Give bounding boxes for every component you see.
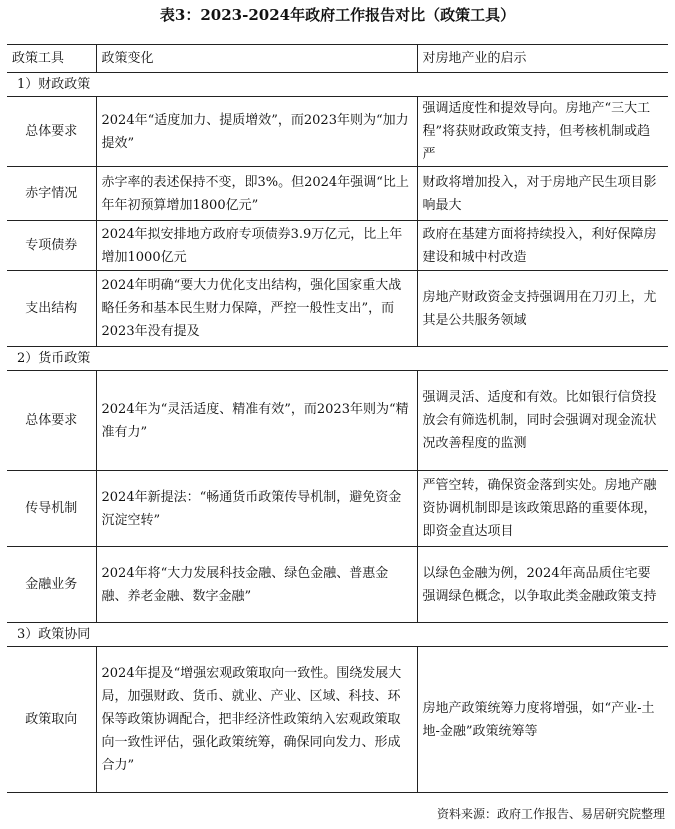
tool-cell: 总体要求: [7, 97, 96, 167]
insight-cell: 以绿色金融为例，2024年高品质住宅要强调绿色概念，以争取此类金融政策支持: [417, 547, 668, 623]
section-row-fiscal: [7, 73, 668, 97]
insight-cell: 强调灵活、适度和有效。比如银行信贷投放会有筛选机制，同时会强调对现金流状况改善程度的监测: [417, 371, 668, 471]
change-cell: 2024年拟安排地方政府专项债券3.9万亿元，比上年增加1000亿元: [96, 221, 417, 271]
change-cell: 2024年新提法：“畅通货币政策传导机制，避免资金沉淀空转”: [96, 471, 417, 547]
change-cell: 2024年将“大力发展科技金融、绿色金融、普惠金融、养老金融、数字金融”: [96, 547, 417, 623]
section-row-coordination: [7, 623, 668, 647]
header-change: 政策变化: [96, 45, 417, 73]
tool-cell: 赤字情况: [7, 167, 96, 221]
section-row-monetary: [7, 347, 668, 371]
table-row: [7, 547, 668, 623]
tool-cell: 总体要求: [7, 371, 96, 471]
table-row: [7, 471, 668, 547]
header-insight: 对房地产业的启示: [417, 45, 668, 73]
tool-cell: 支出结构: [7, 271, 96, 347]
change-cell: 赤字率的表述保持不变，即3%。但2024年强调“比上年年初预算增加1800亿元”: [96, 167, 417, 221]
change-cell: 2024年为“灵活适度、精准有效”，而2023年则为“精准有力”: [96, 371, 417, 471]
insight-cell: 房地产政策统筹力度将增强，如“产业-土地-金融”政策统筹等: [417, 647, 668, 793]
change-cell: 2024年明确“要大力优化支出结构，强化国家重大战略任务和基本民生财力保障，严控一般性支出”，而2023年没有提及: [96, 271, 417, 347]
tool-cell: 金融业务: [7, 547, 96, 623]
table-row: [7, 271, 668, 347]
insight-cell: 强调适度性和提效导向。房地产“三大工程”将获财政政策支持，但考核机制或趋严: [417, 97, 668, 167]
section-label: 3）政策协同: [7, 623, 668, 647]
insight-cell: 房地产财政资金支持强调用在刀刃上，尤其是公共服务领域: [417, 271, 668, 347]
table-row: [7, 371, 668, 471]
table-row: [7, 167, 668, 221]
tool-cell: 政策取向: [7, 647, 96, 793]
policy-comparison-table: [7, 44, 668, 793]
tool-cell: 专项债券: [7, 221, 96, 271]
insight-cell: 严管空转，确保资金落到实处。房地产融资协调机制即是该政策思路的重要体现，即资金直达项目: [417, 471, 668, 547]
tool-cell: 传导机制: [7, 471, 96, 547]
table-row: [7, 647, 668, 793]
header-tool: 政策工具: [7, 45, 96, 73]
insight-cell: 政府在基建方面将持续投入，利好保障房建设和城中村改造: [417, 221, 668, 271]
table-title: 表3：2023-2024年政府工作报告对比（政策工具）: [159, 6, 516, 24]
table-row: [7, 221, 668, 271]
header-row: [7, 45, 668, 73]
change-cell: 2024年提及“增强宏观政策取向一致性。围绕发展大局，加强财政、货币、就业、产业、区域、科技、环保等政策协调配合，把非经济性政策纳入宏观政策取向一致性评估，强化政策统筹，确保同向发力、形成合力”: [96, 647, 417, 793]
insight-cell: 财政将增加投入，对于房地产民生项目影响最大: [417, 167, 668, 221]
source-note: 资料来源：政府工作报告、易居研究院整理: [436, 807, 665, 821]
section-label: 1）财政政策: [7, 73, 668, 97]
section-label: 2）货币政策: [7, 347, 668, 371]
change-cell: 2024年“适度加力、提质增效”，而2023年则为“加力提效”: [96, 97, 417, 167]
table-row: [7, 97, 668, 167]
